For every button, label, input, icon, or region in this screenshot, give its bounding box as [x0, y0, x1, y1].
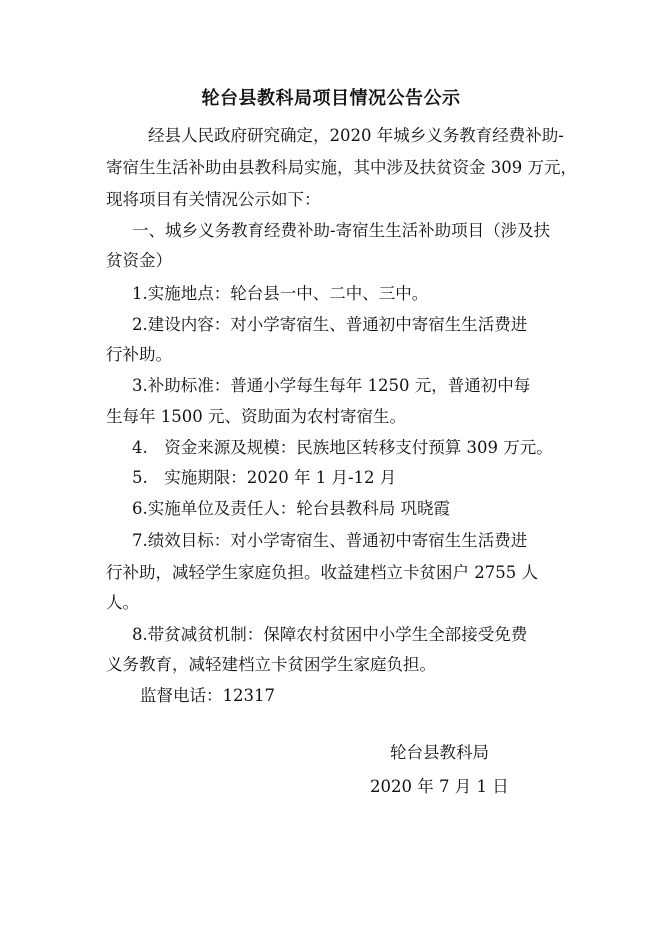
item-8-mechanism-line-1: 8.带贫减贫机制：保障农村贫困中小学生全部接受免费	[132, 625, 528, 644]
document-title: 轮台县教科局项目情况公告公示	[201, 88, 461, 109]
section-heading-line-2: 贫资金）	[106, 251, 172, 270]
item-7-goal-line-1: 7.绩效目标：对小学寄宿生、普通初中寄宿生生活费进	[132, 531, 528, 550]
item-3-standard-line-2: 生每年 1500 元、资助面为农村寄宿生。	[106, 407, 406, 426]
section-heading-line-1: 一、城乡义务教育经费补助-寄宿生生活补助项目（涉及扶	[132, 221, 551, 240]
signature-org: 轮台县教科局	[390, 743, 489, 762]
item-4-funding: 4. 资金来源及规模：民族地区转移支付预算 309 万元。	[132, 438, 553, 457]
item-8-mechanism-line-2: 义务教育，减轻建档立卡贫困学生家庭负担。	[106, 655, 436, 674]
signature-date: 2020 年 7 月 1 日	[370, 777, 509, 796]
item-7-goal-line-3: 人。	[106, 593, 139, 612]
item-5-period: 5. 实施期限：2020 年 1 月-12 月	[132, 468, 397, 487]
body-line-1: 经县人民政府研究确定，2020 年城乡义务教育经费补助-	[148, 126, 564, 145]
body-line-2: 寄宿生生活补助由县教科局实施，其中涉及扶贫资金 309 万元，	[106, 158, 577, 177]
item-7-goal-line-2: 行补助，减轻学生家庭负担。收益建档立卡贫困户 2755 人	[106, 563, 538, 582]
item-3-standard-line-1: 3.补助标准：普通小学每生每年 1250 元，普通初中每	[132, 376, 531, 395]
item-1-location: 1.实施地点：轮台县一中、二中、三中。	[132, 284, 429, 303]
item-2-content-line-1: 2.建设内容：对小学寄宿生、普通初中寄宿生生活费进	[132, 315, 528, 334]
body-line-3: 现将项目有关情况公示如下：	[106, 190, 321, 209]
item-2-content-line-2: 行补助。	[106, 345, 172, 364]
supervision-phone: 监督电话：12317	[140, 686, 275, 705]
item-6-responsible: 6.实施单位及责任人：轮台县教科局 巩晓霞	[132, 499, 450, 518]
